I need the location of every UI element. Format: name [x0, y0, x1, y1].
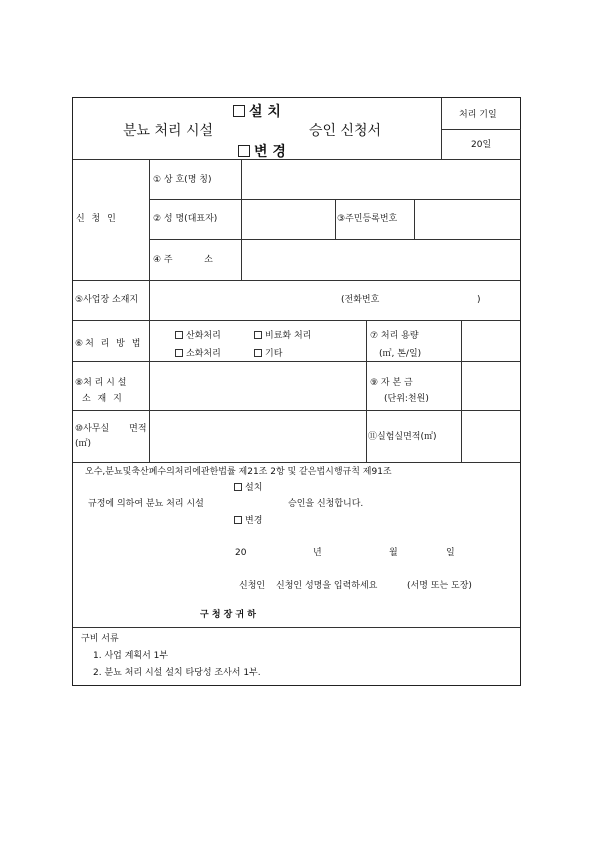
oxidation-checkbox[interactable]: [175, 331, 183, 339]
business-location-label: ⑤사업장 소재지: [75, 295, 139, 305]
applicant-label: 신 청 인: [76, 214, 118, 224]
method-option-digestion[interactable]: 소화처리: [175, 349, 221, 360]
legal-basis-text: 오수,분뇨및축산폐수의처리에관한법률 제21조 2항 및 같은법시행규칙 제91조: [85, 467, 392, 477]
declaration-install-checkbox[interactable]: [234, 483, 242, 491]
representative-name-field[interactable]: [243, 201, 335, 238]
declaration-change-option[interactable]: 변경: [234, 516, 262, 527]
phone-label: (전화번호: [341, 295, 380, 305]
year-unit: 년: [313, 548, 322, 558]
processing-method-label: ⑥처 리 방 법: [75, 339, 143, 349]
lab-area-label: ⑪실험실면적(㎡): [368, 432, 437, 442]
applicant-signature-field[interactable]: 신청인 성명을 입력하세요: [276, 581, 378, 591]
resident-number-field[interactable]: [416, 201, 519, 238]
other-checkbox[interactable]: [254, 349, 262, 357]
capital-field[interactable]: [463, 363, 519, 408]
representative-name-label: ② 성 명(대표자): [153, 214, 218, 224]
date-year: 20: [235, 548, 247, 558]
install-option[interactable]: [233, 104, 281, 120]
facility-location-label-1: ⑧처 리 시 설: [75, 378, 127, 388]
month-unit: 월: [389, 548, 398, 558]
phone-field[interactable]: [391, 290, 473, 310]
install-checkbox[interactable]: [233, 105, 245, 117]
year-field[interactable]: [249, 545, 309, 559]
capital-unit: (단위:천원): [384, 394, 429, 404]
resident-number-label: ③주민등록번호: [337, 214, 398, 224]
company-label: ① 상 호(명 칭): [153, 175, 212, 185]
capacity-label: ⑦ 처리 용량: [370, 331, 419, 341]
change-checkbox[interactable]: [238, 145, 250, 157]
recipient: 구 청 장 귀 하: [200, 610, 257, 620]
method-option-other[interactable]: 기타: [254, 349, 282, 360]
processing-period-label: 처리 기일: [459, 110, 497, 120]
office-area-label-2: (㎡): [75, 439, 92, 449]
capacity-unit: (㎥, 톤/일): [379, 349, 422, 359]
change-label: 변 경: [254, 144, 286, 160]
office-area-label-1: ⑩사무실 면적: [75, 424, 147, 434]
capacity-field[interactable]: [463, 322, 519, 359]
declaration-install-option[interactable]: 설치: [234, 483, 262, 494]
seal-note: (서명 또는 도장): [407, 581, 472, 591]
applicant-sign-label: 신청인: [239, 581, 266, 591]
install-label: 설 치: [249, 104, 281, 120]
application-form: [72, 97, 521, 686]
address-label: ④ 주 소: [153, 255, 213, 265]
address-field[interactable]: [243, 241, 519, 278]
day-field[interactable]: [401, 545, 443, 559]
lab-area-field[interactable]: [463, 412, 519, 460]
change-option[interactable]: [238, 144, 286, 160]
form-title-right: 승인 신청서: [309, 123, 382, 139]
required-document-item: 1. 사업 계획서 1부: [93, 651, 169, 661]
capital-label: ⑨ 자 본 금: [370, 378, 413, 388]
phone-close: ): [477, 295, 481, 305]
facility-location-field[interactable]: [151, 363, 364, 408]
day-unit: 일: [446, 548, 455, 558]
month-field[interactable]: [325, 545, 385, 559]
declaration-text-right: 승인을 신청합니다.: [288, 499, 364, 509]
method-option-fertilizer[interactable]: 비료화 처리: [254, 331, 311, 342]
declaration-text-left: 규정에 의하여 분뇨 처리 시설: [88, 499, 204, 509]
declaration-change-checkbox[interactable]: [234, 516, 242, 524]
facility-location-label-2: 소 재 지: [82, 394, 124, 404]
required-document-item: 2. 분뇨 처리 시설 설치 타당성 조사서 1부.: [93, 668, 261, 678]
digestion-checkbox[interactable]: [175, 349, 183, 357]
fertilizer-checkbox[interactable]: [254, 331, 262, 339]
required-documents-title: 구비 서류: [81, 634, 119, 644]
method-option-oxidation[interactable]: 산화처리: [175, 331, 221, 342]
form-title-left: 분뇨 처리 시설: [123, 123, 214, 139]
company-field[interactable]: [243, 161, 519, 198]
processing-period-value: 20일: [471, 140, 492, 150]
office-area-field[interactable]: [151, 412, 364, 460]
